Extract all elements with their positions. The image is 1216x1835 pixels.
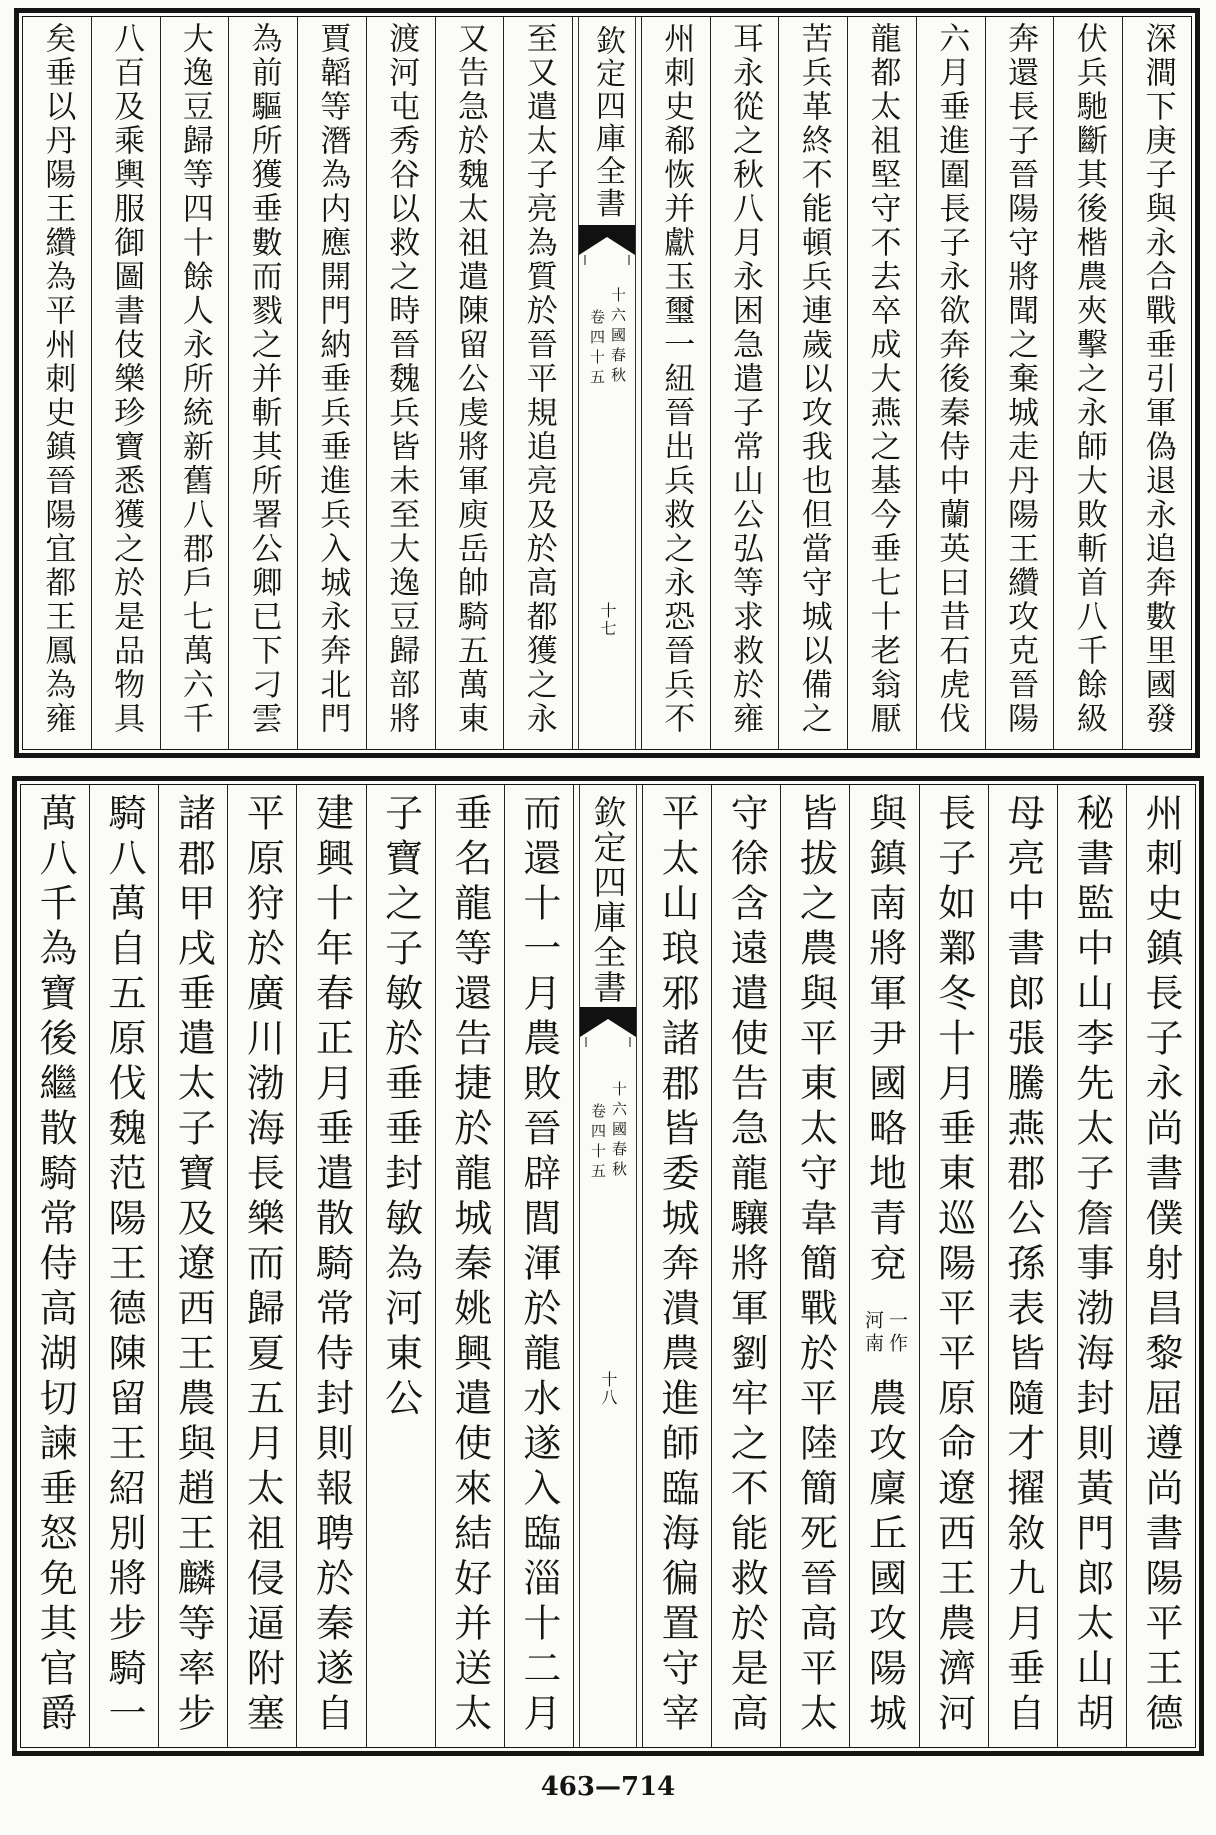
text-column (435, 785, 504, 1747)
fish-tail-ornament-icon (580, 1007, 636, 1047)
text-column (847, 17, 916, 749)
column-text: 矣垂以丹陽王纘為平州刺史鎮晉陽宜都王鳳為雍 (39, 22, 76, 736)
book-title: 欽定四庫全書 (588, 795, 628, 1005)
column-text: 平太山琅邪諸郡皆委城奔潰農進師臨海徧置守宰 (655, 793, 700, 1738)
column-text: 守徐含遠遣使告急龍驤將軍劉牢之不能救於是高 (724, 793, 769, 1738)
column-text: 而還十一月農敗晉辟閭渾於龍水遂入臨淄十二月 (516, 793, 561, 1738)
column-text: 六月垂進圍長子永欲奔後秦侍中蘭英曰昔石虎伐 (933, 22, 970, 736)
text-column (23, 17, 91, 749)
text-column (710, 17, 779, 749)
text-column (1126, 785, 1195, 1747)
text-column (366, 785, 435, 1747)
column-text: 龍都太祖堅守不去卒成大燕之基今垂七十老翁厭 (864, 22, 901, 736)
column-text: 至又遣太子亮為質於晉平規追亮及於高都獲之永 (520, 22, 557, 736)
volume-label: 卷四十五 (587, 309, 606, 389)
text-column (366, 17, 435, 749)
column-text: 耳永從之秋八月永困急遣子常山公弘等求救於雍 (727, 22, 764, 736)
upper-page-columns (22, 16, 1192, 750)
note-text: 河南 (861, 1310, 884, 1356)
running-head (589, 287, 625, 389)
column-text: 州刺史郗恢并獻玉璽一紐晉出兵救之永恐晉兵不 (658, 22, 695, 736)
text-column (160, 17, 229, 749)
lower-page-columns (20, 784, 1196, 1748)
column-text: 與鎮南將軍尹國略地青兗 (862, 793, 907, 1288)
column-text: 平原狩於廣川渤海長樂而歸夏五月太祖侵逼附塞 (240, 793, 285, 1738)
center-fold-column (573, 785, 642, 1747)
upper-page-frame (14, 8, 1200, 758)
text-column (504, 785, 573, 1747)
text-column (919, 785, 988, 1747)
column-text: 渡河屯秀谷以救之時晉魏兵皆未至大逸豆歸部將 (383, 22, 420, 736)
text-column (435, 17, 504, 749)
text-column-with-note (849, 785, 918, 1747)
text-column (21, 785, 89, 1747)
text-column (1057, 785, 1126, 1747)
text-column (916, 17, 985, 749)
running-head (590, 1081, 626, 1183)
interlinear-note (863, 1288, 906, 1378)
column-text: 農攻廩丘國攻陽城 (862, 1378, 907, 1738)
column-text: 深澗下庚子與永合戰垂引軍偽退永追奔數里國發 (1139, 22, 1176, 736)
column-text: 騎八萬自五原伐魏范陽王德陳留王紹別將步騎一 (102, 793, 147, 1738)
volume-label: 卷四十五 (588, 1103, 607, 1183)
text-column (89, 785, 158, 1747)
text-column (158, 785, 227, 1747)
text-column (297, 17, 366, 749)
center-fold-column (572, 17, 641, 749)
column-text: 長子如鄴冬十月垂東巡陽平平原命遼西王農濟河 (931, 793, 976, 1738)
page-number: 十七 (597, 602, 617, 638)
column-text: 為前驅所獲垂數而戮之并斬其所署公卿已下刁雲 (245, 22, 282, 736)
book-title: 欽定四庫全書 (589, 25, 625, 220)
column-text: 垂名龍等還告捷於龍城秦姚興遣使來結好并送太 (447, 793, 492, 1738)
column-text: 伏兵馳斷其後楷農夾擊之永師大敗斬首八千餘級 (1070, 22, 1107, 736)
text-column (228, 17, 297, 749)
page-footer-number: 463—714 (540, 1772, 676, 1802)
lower-page-frame (12, 776, 1204, 1756)
column-text: 母亮中書郎張騰燕郡公孫表皆隨才擢敘九月垂自 (1000, 793, 1045, 1738)
column-text: 建興十年春正月垂遣散騎常侍封則報聘於秦遂自 (309, 793, 354, 1738)
column-text: 又告急於魏太祖遣陳留公虔將軍庾岳帥騎五萬東 (451, 22, 488, 736)
work-title: 十六國春秋 (609, 1081, 628, 1181)
work-title: 十六國春秋 (608, 287, 627, 387)
column-text: 皆拔之農與平東太守韋簡戰於平陸簡死晉高平太 (793, 793, 838, 1738)
text-column (711, 785, 780, 1747)
text-column (780, 785, 849, 1747)
column-text: 子寶之子敏於垂垂封敏為河東公 (378, 793, 423, 1423)
text-column (985, 17, 1054, 749)
text-column (1053, 17, 1122, 749)
column-text: 大逸豆歸等四十餘人永所統新舊八郡戶七萬六千 (176, 22, 213, 736)
text-column (296, 785, 365, 1747)
column-text: 州刺史鎮長子永尚書僕射昌黎屈遵尚書陽平王德 (1138, 793, 1183, 1738)
column-text: 諸郡甲戌垂遣太子寶及遼西王農與趙王麟等率步 (171, 793, 216, 1738)
text-column (641, 17, 710, 749)
text-column (227, 785, 296, 1747)
column-text: 賈韜等潛為内應開門納垂兵垂進兵入城永奔北門 (314, 22, 351, 736)
column-text: 萬八千為寶後繼散騎常侍高湖切諫垂怒免其官爵 (32, 793, 77, 1738)
page-number: 十八 (598, 1371, 618, 1407)
text-column (642, 785, 711, 1747)
column-text: 秘書監中山李先太子詹事渤海封則黃門郎太山胡 (1069, 793, 1114, 1738)
text-column (503, 17, 572, 749)
text-column (988, 785, 1057, 1747)
text-column (91, 17, 160, 749)
column-text: 苦兵革終不能頓兵連歲以攻我也但當守城以備之 (795, 22, 832, 736)
note-text: 一作 (885, 1310, 908, 1356)
fish-tail-ornament-icon (579, 225, 635, 265)
column-text: 奔還長子晉陽守將聞之棄城走丹陽王纘攻克晉陽 (1002, 22, 1039, 736)
column-text: 八百及乘輿服御圖書伎樂珍寶悉獲之於是品物具 (108, 22, 145, 736)
text-column (778, 17, 847, 749)
text-column (1122, 17, 1191, 749)
